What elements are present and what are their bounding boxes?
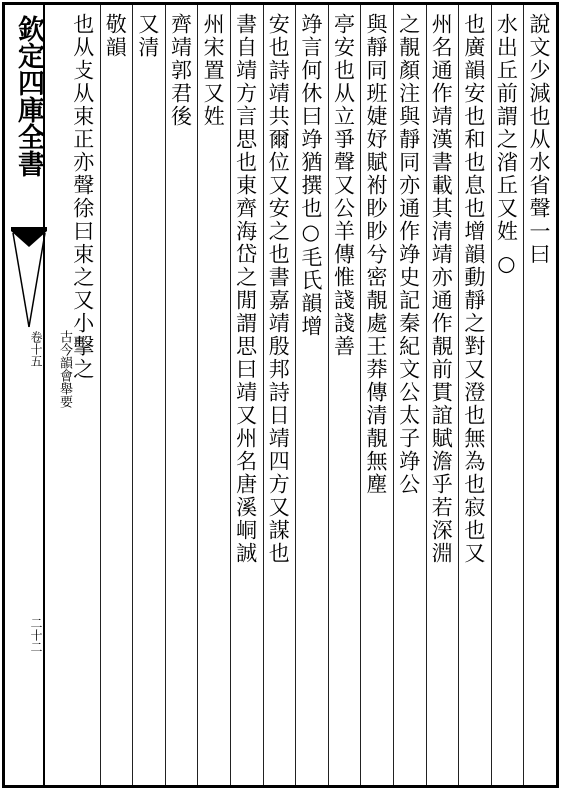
text-column: 水出丘前謂之渻丘又姓 ○ bbox=[491, 5, 524, 785]
text-column: 安也詩靖共爾位又安之也書嘉靖殷邦詩日靖四方又謀也 bbox=[263, 5, 296, 785]
text-column: 亭安也从立爭聲又公羊傳惟諓諓善 bbox=[328, 5, 361, 785]
margin-column bbox=[5, 5, 45, 785]
text-column: 之靚顏注與靜同亦通作竫史記秦紀文公太子竫公 bbox=[393, 5, 426, 785]
text-column: 也廣韻安也和也息也增韻動靜之對又澄也無為也寂也又 bbox=[458, 5, 491, 785]
page-number: 二十二 bbox=[29, 617, 43, 653]
text-column: 齊靖郭君後 bbox=[165, 5, 198, 785]
text-column: 州宋置又姓 bbox=[197, 5, 230, 785]
text-column: 又清 bbox=[132, 5, 165, 785]
volume-number: 卷十五 bbox=[29, 331, 43, 367]
book-title: 欽定四庫全書 bbox=[13, 15, 44, 177]
text-column: 州名通作靖漢書載其清靖亦通作靚前貫誼賦澹乎若深淵 bbox=[426, 5, 459, 785]
text-column: 也从攴从束正亦聲徐曰束之又小擊之 bbox=[70, 13, 95, 381]
text-column: 敬韻 bbox=[100, 5, 133, 785]
text-column: 竫言何休曰竫猶撰也○毛氏韻增 bbox=[295, 5, 328, 785]
fish-tail-mark-icon bbox=[9, 227, 49, 337]
text-column: 說文少減也从水省聲一曰 bbox=[523, 5, 556, 785]
text-column: 與靜同班婕妤賦袝眇眇兮密靚處王莽傳清靚無塵 bbox=[360, 5, 393, 785]
text-column: 書自靖方言思也東齊海岱之閒謂思曰靖又州名唐溪峒誠 bbox=[230, 5, 263, 785]
text-columns bbox=[68, 5, 556, 785]
book-subtitle: 古今韻會舉要 bbox=[57, 330, 72, 408]
